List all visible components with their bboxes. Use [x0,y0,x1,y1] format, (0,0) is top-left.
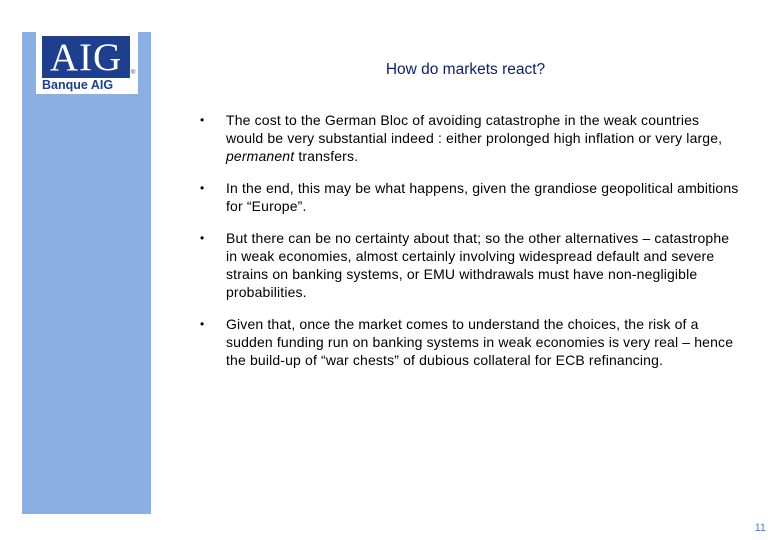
bullet-item [200,315,740,369]
bullet-text: In the end, this may be what happens, given the grandiose geopolitical ambitions for “Europe”. [226,180,739,214]
aig-logo [36,32,138,94]
bullet-text-start: The cost to the German Bloc of avoiding catastrophe in the weak countries would be very substantial indeed : either prolonged high inflation or very large, [226,112,723,146]
bullet-dot-icon: • [200,181,205,195]
bullet-dot-icon: • [200,113,205,127]
bullet-text-emphasis: permanent [226,148,295,164]
bullet-dot-icon: • [200,231,205,245]
bullet-dot-icon: • [200,317,205,331]
bullet-item [200,179,740,215]
logo-mark: AIG [42,36,130,78]
page-number: 11 [754,522,766,534]
bullet-list [200,111,740,369]
bullet-text-end: transfers. [294,148,359,164]
bullet-text: Given that, once the market comes to understand the choices, the risk of a sudden funding run on banking systems in weak economies is very real – hence the build-up of “war chests” of dubious collateral for ECB refinancing. [226,316,734,368]
page-title: How do markets react? [385,61,546,78]
registered-mark: ® [131,70,136,76]
logo-caption: Banque AIG [42,78,114,92]
bullet-item [200,111,740,165]
sidebar-band [22,32,151,514]
bullet-item [200,229,740,301]
bullet-text: But there can be no certainty about that; so the other alternatives – catastrophe in weak economies, almost certainly involving widespread default and severe strains on banking systems, or EMU withdrawals must have non-negligible probabilities. [226,230,730,300]
